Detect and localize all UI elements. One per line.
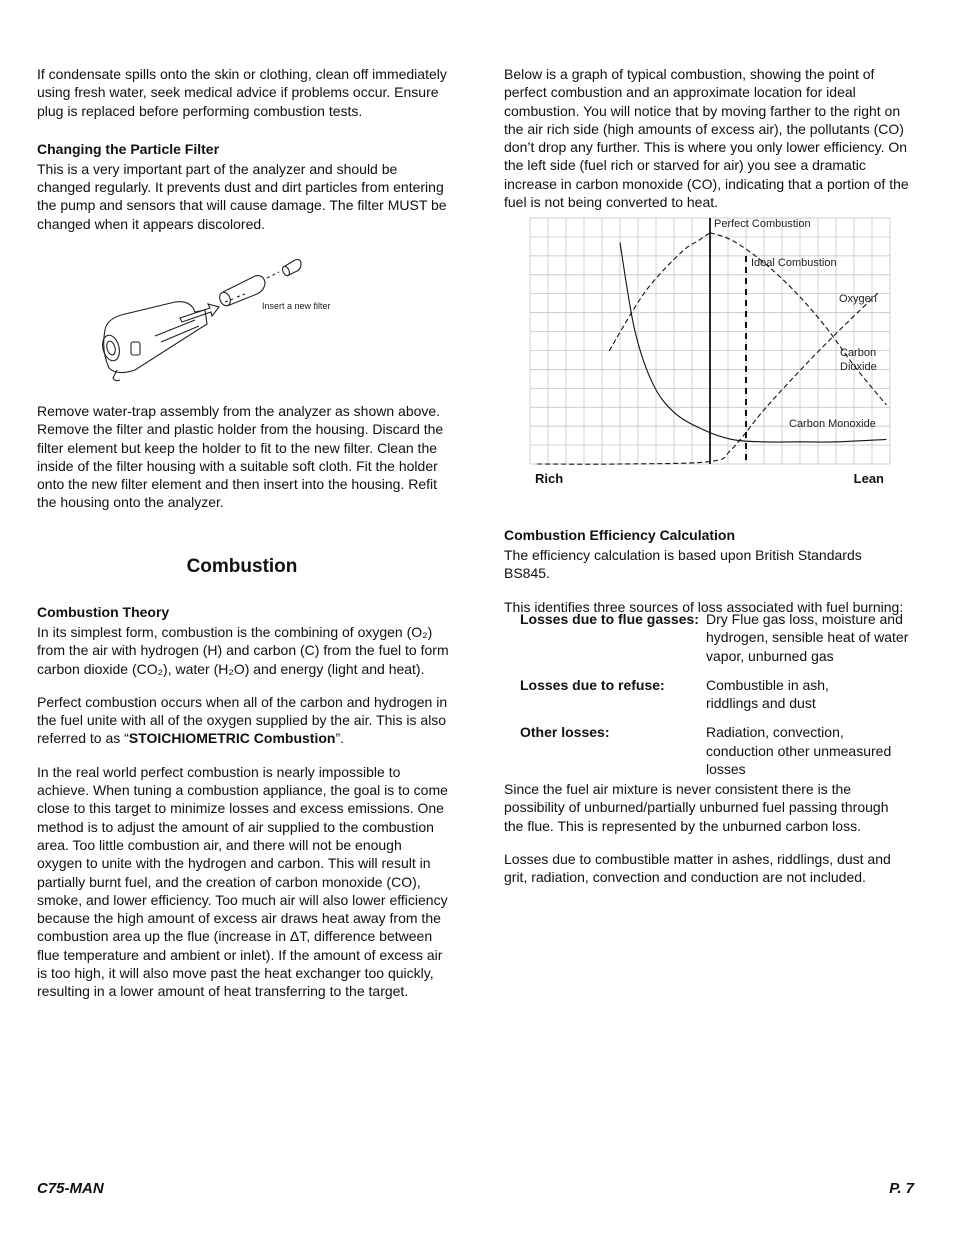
label-carbon-monoxide: Carbon Monoxide: [789, 418, 876, 430]
series-line-0: [609, 233, 710, 351]
heading-combustion-theory: Combustion Theory: [37, 604, 170, 620]
loss-row: [520, 676, 910, 713]
annotation-perfect-combustion: Perfect Combustion: [714, 218, 811, 230]
theory-para-2-text: Perfect combustion occurs when all of the carbon and hydrogen in the fuel unite with all of the oxygen supplied by the air. This is also referred to as “: [37, 693, 448, 747]
stoichiometric-term: STOICHIOMETRIC Combustion: [128, 730, 336, 747]
para-condensate: If condensate spills onto the skin or clothing, clean off immediately using fresh water, seek medical advice if problems occur. Ensure plug is replaced before performing combustion tests.: [37, 66, 447, 119]
combustion-theory-block: [37, 603, 449, 1001]
footer-page-number: P. 7: [889, 1180, 914, 1197]
theory-para-2-end: ”.: [335, 730, 345, 747]
para-efficiency: The efficiency calculation is based upon British Standards BS845.: [504, 547, 862, 582]
losses-table: [520, 610, 910, 778]
axis-label-lean: Lean: [853, 471, 884, 486]
series-line-3: [620, 243, 886, 442]
water-trap-drawing: [100, 260, 301, 381]
footer-model: C75-MAN: [37, 1180, 104, 1197]
theory-para-2: [37, 693, 449, 748]
label-carbon-dioxide-2: Dioxide: [840, 361, 877, 373]
efficiency-block: [504, 526, 910, 616]
section-title-combustion: Combustion: [186, 556, 298, 577]
para-filter: This is a very important part of the analyzer and should be changed regularly. It prevents dust and dirt particles from entering the pump and sensors that will cause damage. The filter MUST be changed when it appears discolored.: [37, 160, 447, 232]
right-column: [504, 65, 910, 211]
loss-row: [520, 723, 910, 778]
loss-description: Combustible in ash, riddlings and dust: [706, 676, 829, 712]
label-carbon-dioxide-1: Carbon: [840, 347, 877, 359]
loss-row: [520, 610, 910, 665]
left-column-lower: [37, 402, 449, 512]
combustion-chart: [525, 210, 900, 495]
loss-label: Losses due to flue gasses:: [520, 611, 699, 627]
para-loss-sources: This identifies three sources of loss associated with fuel burning:: [504, 598, 904, 615]
loss-label: Other losses:: [520, 724, 610, 741]
loss-description: Radiation, convection, conduction other unmeasured losses: [706, 724, 892, 778]
heading-particle-filter: Changing the Particle Filter: [37, 140, 220, 157]
heading-efficiency-calculation: Combustion Efficiency Calculation: [504, 527, 736, 543]
filter-figure-label: Insert a new filter: [262, 301, 331, 311]
right-column-lower: [504, 780, 910, 886]
label-oxygen: Oxygen: [839, 293, 877, 305]
loss-label: Losses due to refuse:: [520, 676, 665, 693]
axis-label-rich: Rich: [535, 471, 564, 486]
para-fuel-mixture: Since the fuel air mixture is never consistent there is the possibility of unburned/partially unburned fuel passing through the flue. This is represented by the unburned carbon loss.: [504, 781, 889, 834]
para-graph-intro: Below is a graph of typical combustion, showing the point of perfect combustion and an approximate location for ideal combustion. You will notice that by moving farther to the right on the air rich side (high amounts of excess air), the pollutants (CO) don’t drop any further. This is where you only lower efficiency. On the left side (fuel rich or starved for air) you see a dramatic increase in carbon monoxide (CO), indicating that a portion of the fuel is not being converted to heat.: [504, 66, 909, 211]
series-line-2: [537, 292, 879, 464]
left-column: [37, 65, 449, 233]
theory-para-3: In the real world perfect combustion is nearly impossible to achieve. When tuning a combustion appliance, the goal is to come close to this target to minimize losses and excess emissions. One method is to adjust the amount of air supplied to the combustion area. Too little combustion air, and there will not be enough oxygen to unite with the hydrogen and carbon. This will result in partially burnt fuel, and the creation of carbon monoxide (CO), smoke, and lower efficiency. Too much air will also lower efficiency because the high amount of excess air draws heat away from the combustion area up the flue (increase in ΔT, difference between flue temperature and ambient or inlet). If the amount of excess air is too high, it will also move past the heat exchanger too quickly, resulting in a lower amount of heat transferring to the target.: [37, 763, 448, 1000]
para-remove-trap: Remove water-trap assembly from the analyzer as shown above. Remove the filter and plastic holder from the housing. Discard the filter element but keep the holder to fit to the new filter. Clean the inside of the filter housing with a suitable soft cloth. Fit the holder onto the new filter element and then insert into the housing. Refit the housing onto the analyzer.: [37, 403, 444, 511]
para-not-included: Losses due to combustible matter in ashes, riddlings, dust and grit, radiation, convection and conduction are not included.: [504, 850, 891, 886]
filter-figure: [95, 250, 345, 390]
theory-para-1: In its simplest form, combustion is the combining of oxygen (O₂) from the air with hydrogen (H) and carbon (C) from the fuel to form carbon dioxide (CO₂), water (H₂O) and energy (light and heat).: [37, 624, 449, 677]
loss-description: Dry Flue gas loss, moisture and hydrogen, sensible heat of water vapor, unburned gas: [706, 611, 909, 664]
annotation-ideal-combustion: Ideal Combustion: [751, 257, 837, 269]
